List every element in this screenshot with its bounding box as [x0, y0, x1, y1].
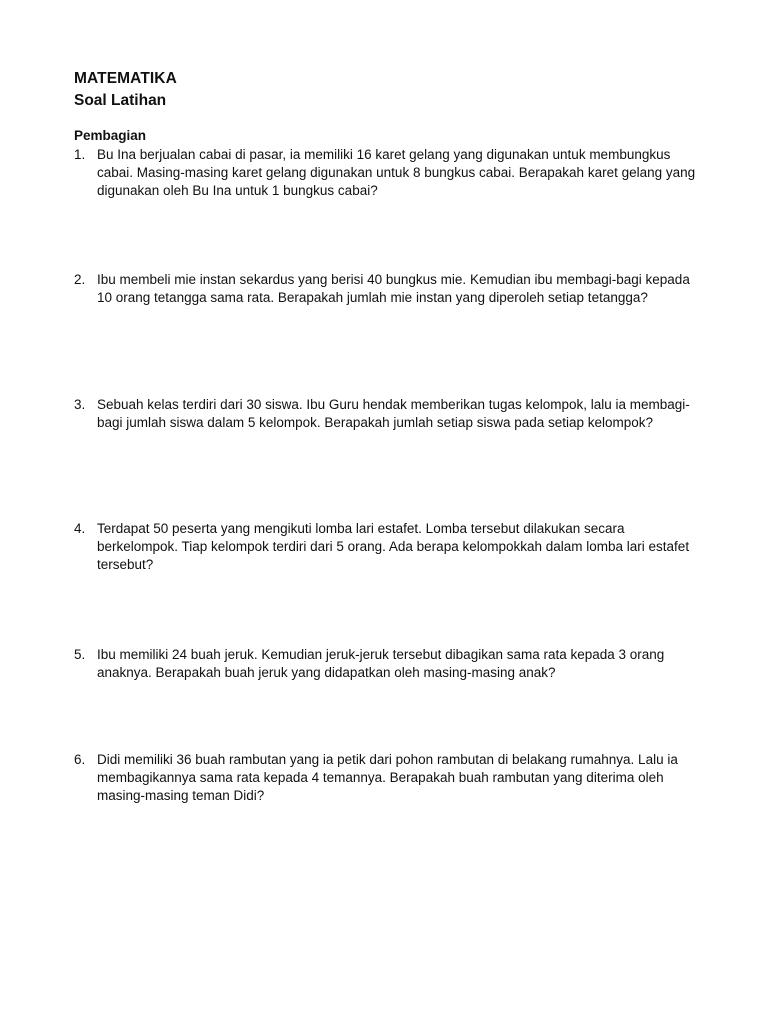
section-heading: Pembagian — [74, 128, 147, 143]
question-number: 6. — [74, 752, 86, 767]
question-text: Ibu memiliki 24 buah jeruk. Kemudian jeruk-jeruk tersebut dibagikan sama rata kepada 3 orang anaknya. Berapakah buah jeruk yang didapatkan oleh masing-masing anak? — [97, 647, 665, 680]
question-text: Bu Ina berjualan cabai di pasar, ia memiliki 16 karet gelang yang digunakan untuk membungkus cabai. Masing-masing karet gelang digunakan untuk 8 bungkus cabai. Berapakah karet gelang yang digunakan oleh Bu Ina untuk 1 bungkus cabai? — [97, 147, 696, 198]
document-title: MATEMATIKA — [74, 70, 177, 87]
question-item — [74, 646, 704, 682]
question-number: 1. — [74, 147, 86, 162]
question-item — [74, 396, 704, 432]
question-text: Terdapat 50 peserta yang mengikuti lomba lari estafet. Lomba tersebut dilakukan secara berkelompok. Tiap kelompok terdiri dari 5 orang. Ada berapa kelompokkah dalam lomba lari estafet tersebut? — [97, 521, 690, 572]
question-text: Sebuah kelas terdiri dari 30 siswa. Ibu Guru hendak memberikan tugas kelompok, lalu ia membagi-bagi jumlah siswa dalam 5 kelompok. Berapakah jumlah setiap siswa pada setiap kelompok? — [97, 397, 690, 430]
question-item — [74, 271, 704, 307]
question-item — [74, 146, 704, 200]
question-number: 3. — [74, 397, 86, 412]
question-item — [74, 520, 704, 574]
question-text: Didi memiliki 36 buah rambutan yang ia petik dari pohon rambutan di belakang rumahnya. Lalu ia membagikannya sama rata kepada 4 temannya. Berapakah buah rambutan yang diterima oleh masing-masing teman Didi? — [97, 752, 678, 803]
document-subtitle: Soal Latihan — [74, 92, 167, 109]
question-number: 4. — [74, 521, 86, 536]
question-number: 2. — [74, 272, 86, 287]
question-number: 5. — [74, 647, 86, 662]
question-text: Ibu membeli mie instan sekardus yang berisi 40 bungkus mie. Kemudian ibu membagi-bagi kepada 10 orang tetangga sama rata. Berapakah jumlah mie instan yang diperoleh setiap tetangga? — [97, 272, 690, 305]
question-item — [74, 751, 704, 805]
